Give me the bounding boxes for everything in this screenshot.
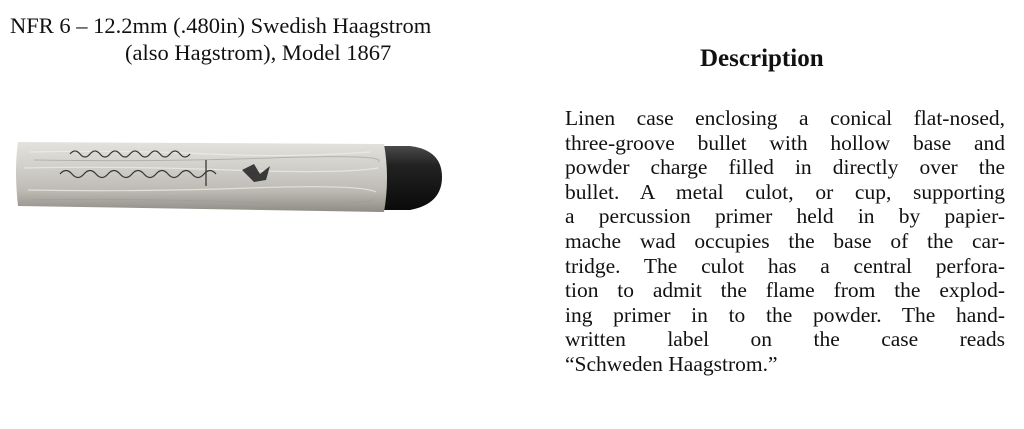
figure-caption (10, 12, 550, 66)
description-line: tridge. The culot has a central perfora- (565, 253, 1005, 278)
description-line: bullet. A metal culot, or cup, supporting (565, 179, 1005, 204)
description-line: mache wad occupies the base of the car- (565, 228, 1005, 253)
description-line: Linen case enclosing a conical flat-nosed, (565, 106, 1005, 130)
caption-line-2: (also Hagstrom), Model 1867 (125, 40, 392, 65)
description-line: ing primer in to the powder. The hand- (565, 302, 1005, 327)
description-line: a percussion primer held in by papier- (565, 204, 1005, 229)
description-line: three-groove bullet with hollow base and (565, 130, 1005, 155)
caption-line-1: NFR 6 – 12.2mm (.480in) Swedish Haagstrom (10, 13, 432, 38)
description-line: powder charge filled in directly over the (565, 155, 1005, 180)
description-heading: Description (700, 45, 824, 72)
description-text (565, 106, 1005, 377)
description-line: tion to admit the flame from the explod- (565, 278, 1005, 303)
cartridge-photo (10, 120, 450, 230)
description-line: “Schweden Haagstrom.” (565, 351, 778, 376)
description-line: written label on the case reads (565, 327, 1005, 352)
